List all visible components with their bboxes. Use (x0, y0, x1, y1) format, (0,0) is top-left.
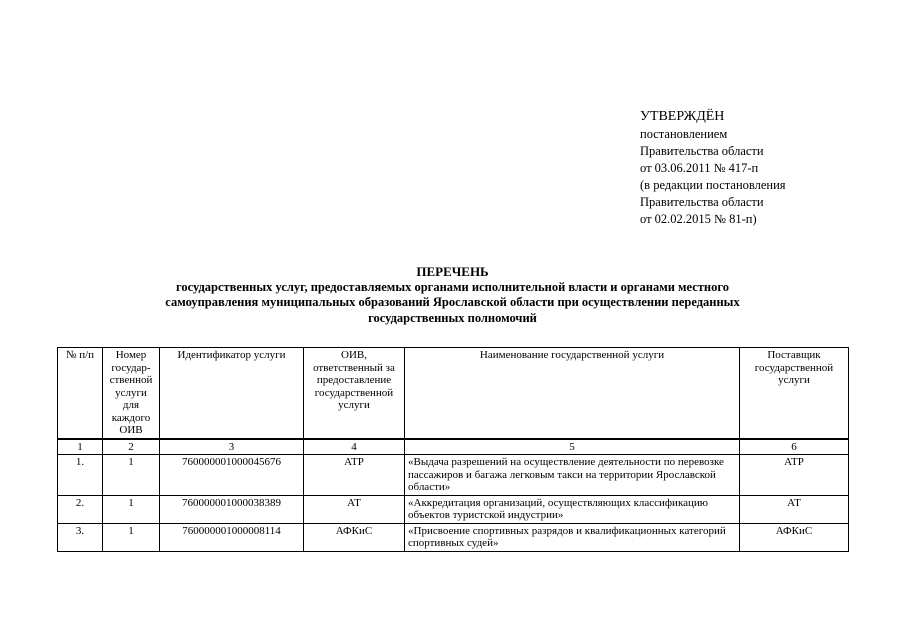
table-row (58, 495, 849, 523)
approval-line: (в редакции постановления (640, 178, 786, 192)
header-oiv: ОИВ, ответственный за предоставление государственной услуги (304, 348, 405, 439)
header-service-name: Наименование государственной услуги (405, 348, 740, 439)
table-header-row (58, 348, 849, 439)
row-provider: АТР (740, 455, 849, 496)
row-service-number: 1 (103, 495, 160, 523)
row-provider: АФКиС (740, 523, 849, 551)
title-line: государственных полномочий (368, 310, 537, 325)
row-identifier: 760000001000038389 (160, 495, 304, 523)
header-identifier: Идентификатор услуги (160, 348, 304, 439)
table-row (58, 455, 849, 496)
header-provider: Поставщик государственной услуги (740, 348, 849, 439)
row-num: 3. (58, 523, 103, 551)
services-table (57, 347, 849, 552)
column-index: 1 (58, 439, 103, 455)
row-service-name: «Присвоение спортивных разрядов и квалификационных категорий спортивных судей» (405, 523, 740, 551)
column-index: 2 (103, 439, 160, 455)
table-row (58, 523, 849, 551)
row-service-name: «Выдача разрешений на осуществление деятельности по перевозке пассажиров и багажа легковым такси на территории Ярославской области» (405, 455, 740, 496)
column-index: 6 (740, 439, 849, 455)
row-service-name: «Аккредитация организаций, осуществляющих классификацию объектов туристской индустрии» (405, 495, 740, 523)
approval-line: от 03.06.2011 № 417-п (640, 161, 759, 175)
header-num: № п/п (58, 348, 103, 439)
title-line: государственных услуг, предоставляемых органами исполнительной власти и органами местного (175, 279, 729, 294)
row-num: 1. (58, 455, 103, 496)
column-index-row (58, 439, 849, 455)
approval-line: постановлением (640, 127, 728, 141)
approval-stamp: УТВЕРЖДЁН (640, 109, 725, 124)
row-service-number: 1 (103, 523, 160, 551)
row-provider: АТ (740, 495, 849, 523)
row-service-number: 1 (103, 455, 160, 496)
column-index: 5 (405, 439, 740, 455)
approval-block (640, 108, 786, 228)
approval-line: Правительства области (640, 144, 764, 158)
column-index: 3 (160, 439, 304, 455)
title-heading: ПЕРЕЧЕНЬ (416, 264, 489, 279)
approval-line: от 02.02.2015 № 81-п) (640, 212, 757, 226)
row-identifier: 760000001000045676 (160, 455, 304, 496)
row-identifier: 760000001000008114 (160, 523, 304, 551)
row-oiv: АТР (304, 455, 405, 496)
title-line: самоуправления муниципальных образований Ярославской области при осуществлении переданных (165, 295, 740, 309)
column-index: 4 (304, 439, 405, 455)
approval-line: Правительства области (640, 195, 764, 209)
header-service-number: Номер государ-ственной услуги для каждого ОИВ (103, 348, 160, 439)
row-oiv: АФКиС (304, 523, 405, 551)
row-oiv: АТ (304, 495, 405, 523)
row-num: 2. (58, 495, 103, 523)
document-title (60, 264, 845, 326)
